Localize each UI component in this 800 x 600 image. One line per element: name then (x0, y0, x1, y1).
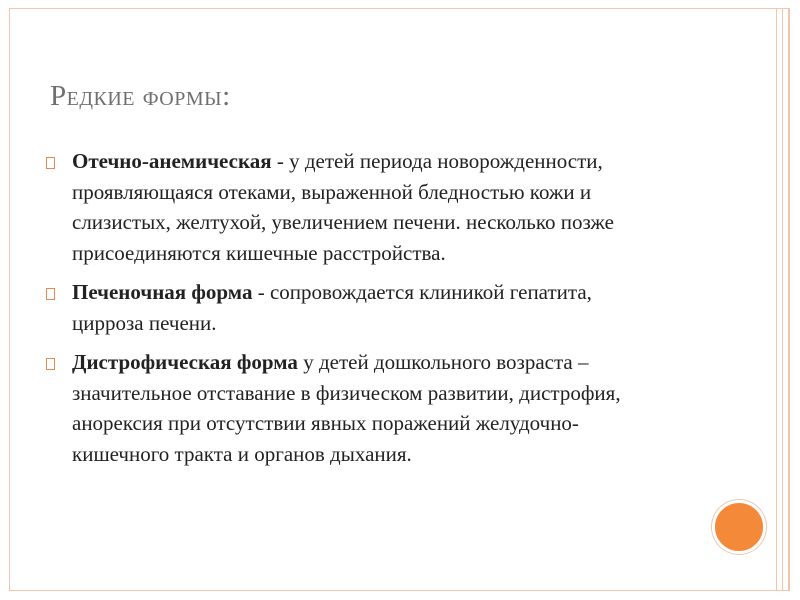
item-text: - у детей периода новорожденности, проявляющаяся отеками, выраженной бледностью кожи и слизистых, желтухой, увеличением печени. несколько позже присоединяются кишечные расстройства. (72, 149, 614, 265)
frame-rule (788, 9, 789, 590)
list-item (46, 277, 656, 338)
item-term: Печеночная форма (72, 280, 253, 304)
hollow-square-bullet-icon (46, 288, 55, 300)
list-item (46, 146, 656, 268)
frame-rule (782, 9, 783, 590)
item-term: Отечно-анемическая (72, 149, 272, 173)
bullet-list (46, 146, 656, 478)
decorative-orange-circle (712, 500, 766, 554)
list-item (46, 347, 656, 469)
hollow-square-bullet-icon (46, 358, 55, 370)
item-text: - сопровождается клиникой гепатита, цирроза печени. (72, 280, 592, 335)
frame-rule (776, 9, 777, 590)
item-term: Дистрофическая форма (72, 350, 298, 374)
hollow-square-bullet-icon (46, 157, 55, 169)
item-text: у детей дошкольного возраста – значительное отставание в физическом развитии, дистрофия, анорексия при отсутствии явных поражений желудочно- кишечного тракта и органов дыхания. (72, 350, 621, 466)
slide-title: Редкие формы: (50, 80, 231, 112)
